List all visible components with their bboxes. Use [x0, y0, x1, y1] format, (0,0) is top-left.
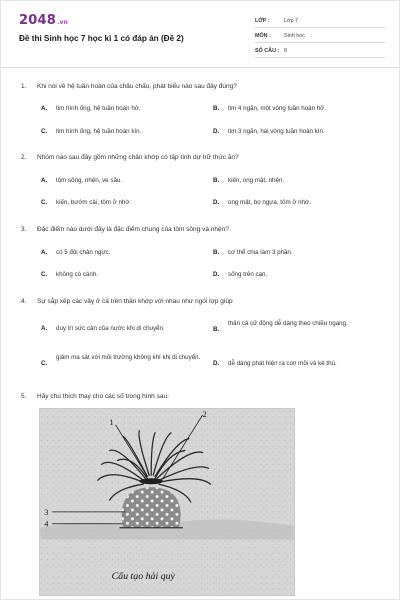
question-4-option-b[interactable]: B. thân cá cử động dễ dàng theo chiều ngang.: [213, 320, 348, 333]
meta-key: MÔN :: [255, 33, 271, 39]
question-4-option-a[interactable]: A. duy trì sức cản của nước khi di chuyển.: [41, 325, 165, 332]
question-2-option-b[interactable]: B. kiến, ong mật, nhện.: [213, 177, 285, 184]
sea-anemone-illustration: [40, 409, 294, 595]
meta-row-subject: [255, 28, 385, 43]
question-2-text: 2. Nhóm nào sau đây gồm những chân khớp có tập tính dự trữ thức ăn?: [21, 154, 239, 161]
question-1-option-b[interactable]: B. tim 4 ngăn, một vòng tuần hoàn hở.: [213, 105, 326, 112]
question-3-option-d[interactable]: D. sống trên cạn.: [213, 271, 268, 278]
figure-label-2: 2: [202, 409, 207, 419]
question-2-option-a[interactable]: A. tôm sông, nhện, ve sầu.: [41, 177, 123, 184]
meta-value: Lớp 7: [284, 18, 299, 24]
meta-value: Sinh học: [284, 33, 305, 39]
meta-value: 8: [284, 48, 287, 54]
page-title: Đề thi Sinh học 7 học kì 1 có đáp án (Đề 2): [19, 34, 184, 43]
sea-anemone-figure: [39, 408, 295, 596]
meta-key: SỐ CÂU :: [255, 48, 280, 54]
meta-info: [255, 13, 385, 58]
logo-suffix: .vn: [56, 19, 69, 26]
question-4-text: 4. Sự sắp xếp các vảy ở cá trên thân khớp với nhau như ngói lợp giúp: [21, 298, 233, 305]
logo-main: 2048: [19, 13, 56, 28]
question-1-option-d[interactable]: D. tim 3 ngăn, hai vòng tuần hoàn kín.: [213, 128, 325, 135]
question-3-option-b[interactable]: B. cơ thể chia làm 3 phần.: [213, 249, 293, 256]
question-3-option-a[interactable]: A. có 5 đôi chân ngực.: [41, 249, 111, 256]
figure-label-4: 4: [44, 519, 49, 529]
page-header: [1, 1, 400, 65]
question-1-option-c[interactable]: C. tim hình ống, hệ tuần hoàn kín.: [41, 128, 142, 135]
header-divider: [1, 67, 399, 68]
site-logo[interactable]: [19, 13, 68, 28]
question-3-text: 3. Đặc điểm nào dưới đây là đặc điểm chung của tôm sông và nhện?: [21, 226, 229, 233]
meta-key: LỚP :: [255, 18, 270, 24]
body-spots: [122, 487, 181, 528]
question-4-option-c[interactable]: C. giảm ma sát với môi trường không khí khi di chuyển.: [41, 354, 201, 367]
figure-caption: Cấu tạo hải quỳ: [111, 571, 175, 583]
mouth: [139, 478, 163, 484]
question-2-option-d[interactable]: D. ong mật, bọ ngựa, tôm ở nhờ.: [213, 199, 311, 206]
meta-row-count: [255, 43, 385, 58]
question-2-option-c[interactable]: C. kiến, bướm cải, tôm ở nhờ.: [41, 199, 132, 206]
question-3-option-c[interactable]: C. không có cánh.: [41, 271, 98, 278]
question-4-option-d[interactable]: D. dễ dàng phát hiện ra con mồi và kẻ thù.: [213, 360, 337, 367]
question-1-text: 1. Khi nói về hệ tuần hoàn của châu chấu, phát biểu nào sau đây đúng?: [21, 83, 237, 90]
figure-label-3: 3: [44, 507, 49, 517]
meta-row-class: [255, 13, 385, 28]
figure-label-1: 1: [109, 417, 114, 427]
question-5-text: 5. Hãy chú thích thay cho các số trong hình sau:: [21, 393, 169, 400]
question-1-option-a[interactable]: A. tim hình ống, hệ tuần hoàn hở.: [41, 105, 141, 112]
